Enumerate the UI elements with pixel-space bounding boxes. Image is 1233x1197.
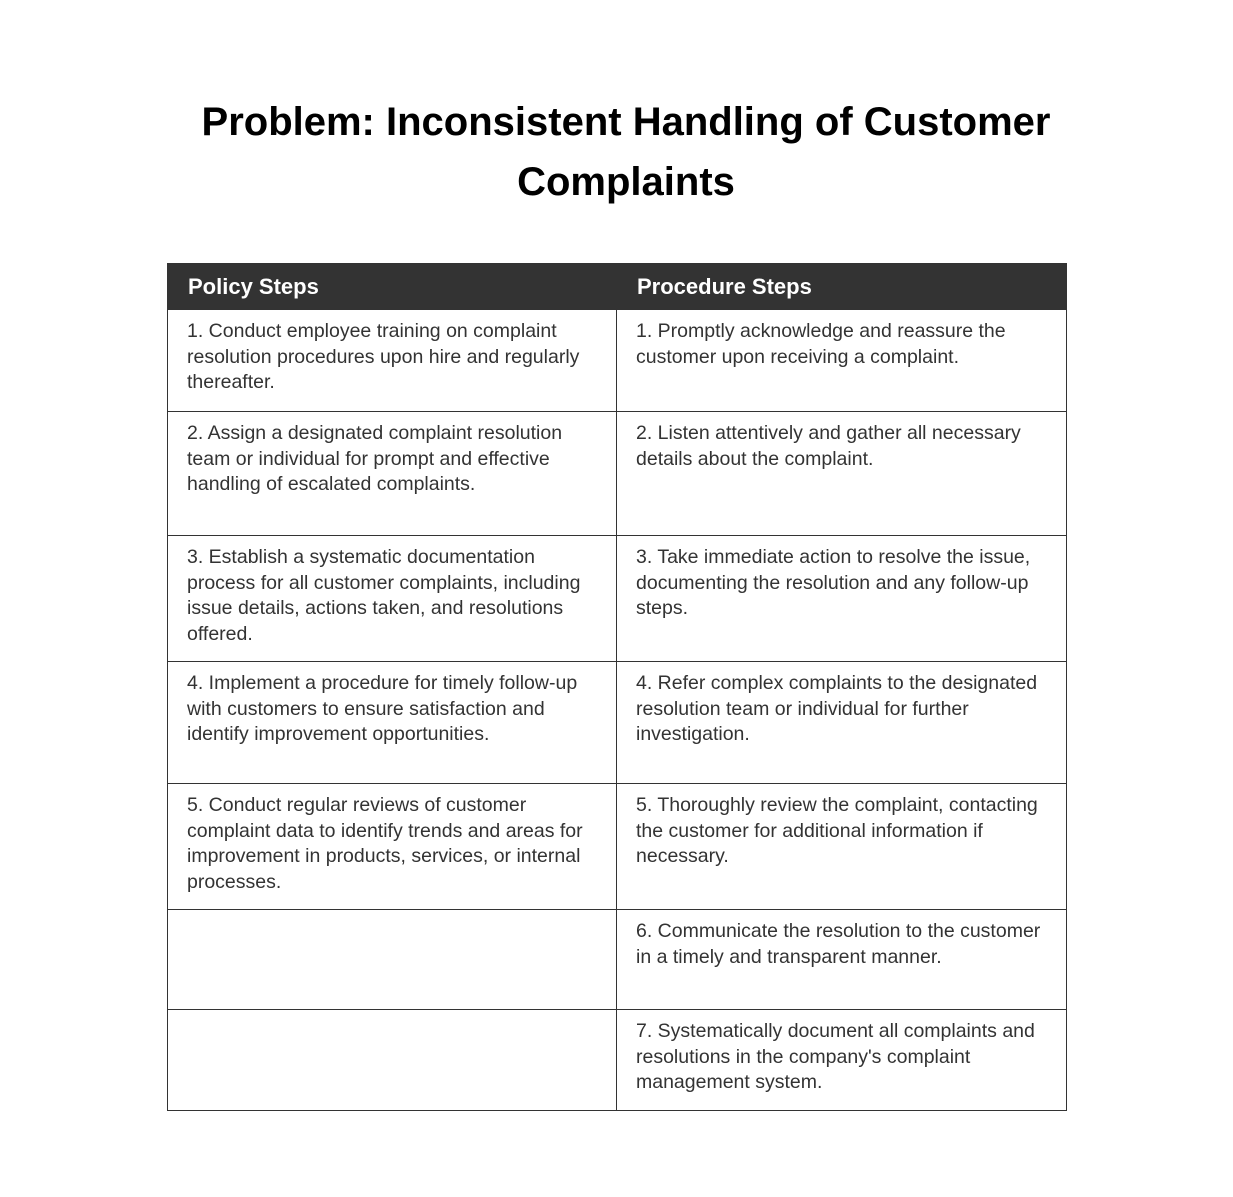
policy-step-cell: 3. Establish a systematic documentation process for all customer complaints, including issue details, actions taken, and resolutions offered.: [168, 536, 617, 662]
header-procedure-steps: Procedure Steps: [617, 264, 1067, 310]
policy-procedure-table: [167, 263, 1067, 1111]
page-title: Problem: Inconsistent Handling of Customer Complaints: [201, 100, 1051, 204]
procedure-step-cell: 4. Refer complex complaints to the designated resolution team or individual for further investigation.: [617, 662, 1067, 784]
header-policy-steps: Policy Steps: [168, 264, 617, 310]
table-row: [168, 1010, 1067, 1111]
procedure-step-cell: 1. Promptly acknowledge and reassure the customer upon receiving a complaint.: [617, 310, 1067, 412]
table-row: [168, 310, 1067, 412]
procedure-step-cell: 2. Listen attentively and gather all necessary details about the complaint.: [617, 412, 1067, 536]
procedure-step-cell: 5. Thoroughly review the complaint, contacting the customer for additional information if necessary.: [617, 784, 1067, 910]
policy-step-cell: 1. Conduct employee training on complaint resolution procedures upon hire and regularly thereafter.: [168, 310, 617, 412]
policy-step-cell: 2. Assign a designated complaint resolution team or individual for prompt and effective handling of escalated complaints.: [168, 412, 617, 536]
procedure-step-cell: 3. Take immediate action to resolve the issue, documenting the resolution and any follow-up steps.: [617, 536, 1067, 662]
table-row: [168, 536, 1067, 662]
procedure-step-cell: 6. Communicate the resolution to the customer in a timely and transparent manner.: [617, 910, 1067, 1010]
table-row: [168, 910, 1067, 1010]
procedure-step-cell: 7. Systematically document all complaints and resolutions in the company's complaint management system.: [617, 1010, 1067, 1111]
table-row: [168, 662, 1067, 784]
policy-step-cell-empty: [168, 910, 617, 1010]
policy-step-cell-empty: [168, 1010, 617, 1111]
table-row: [168, 412, 1067, 536]
table-row: [168, 784, 1067, 910]
table-header-row: [168, 264, 1067, 310]
policy-step-cell: 5. Conduct regular reviews of customer complaint data to identify trends and areas for improvement in products, services, or internal processes.: [168, 784, 617, 910]
policy-step-cell: 4. Implement a procedure for timely follow-up with customers to ensure satisfaction and identify improvement opportunities.: [168, 662, 617, 784]
